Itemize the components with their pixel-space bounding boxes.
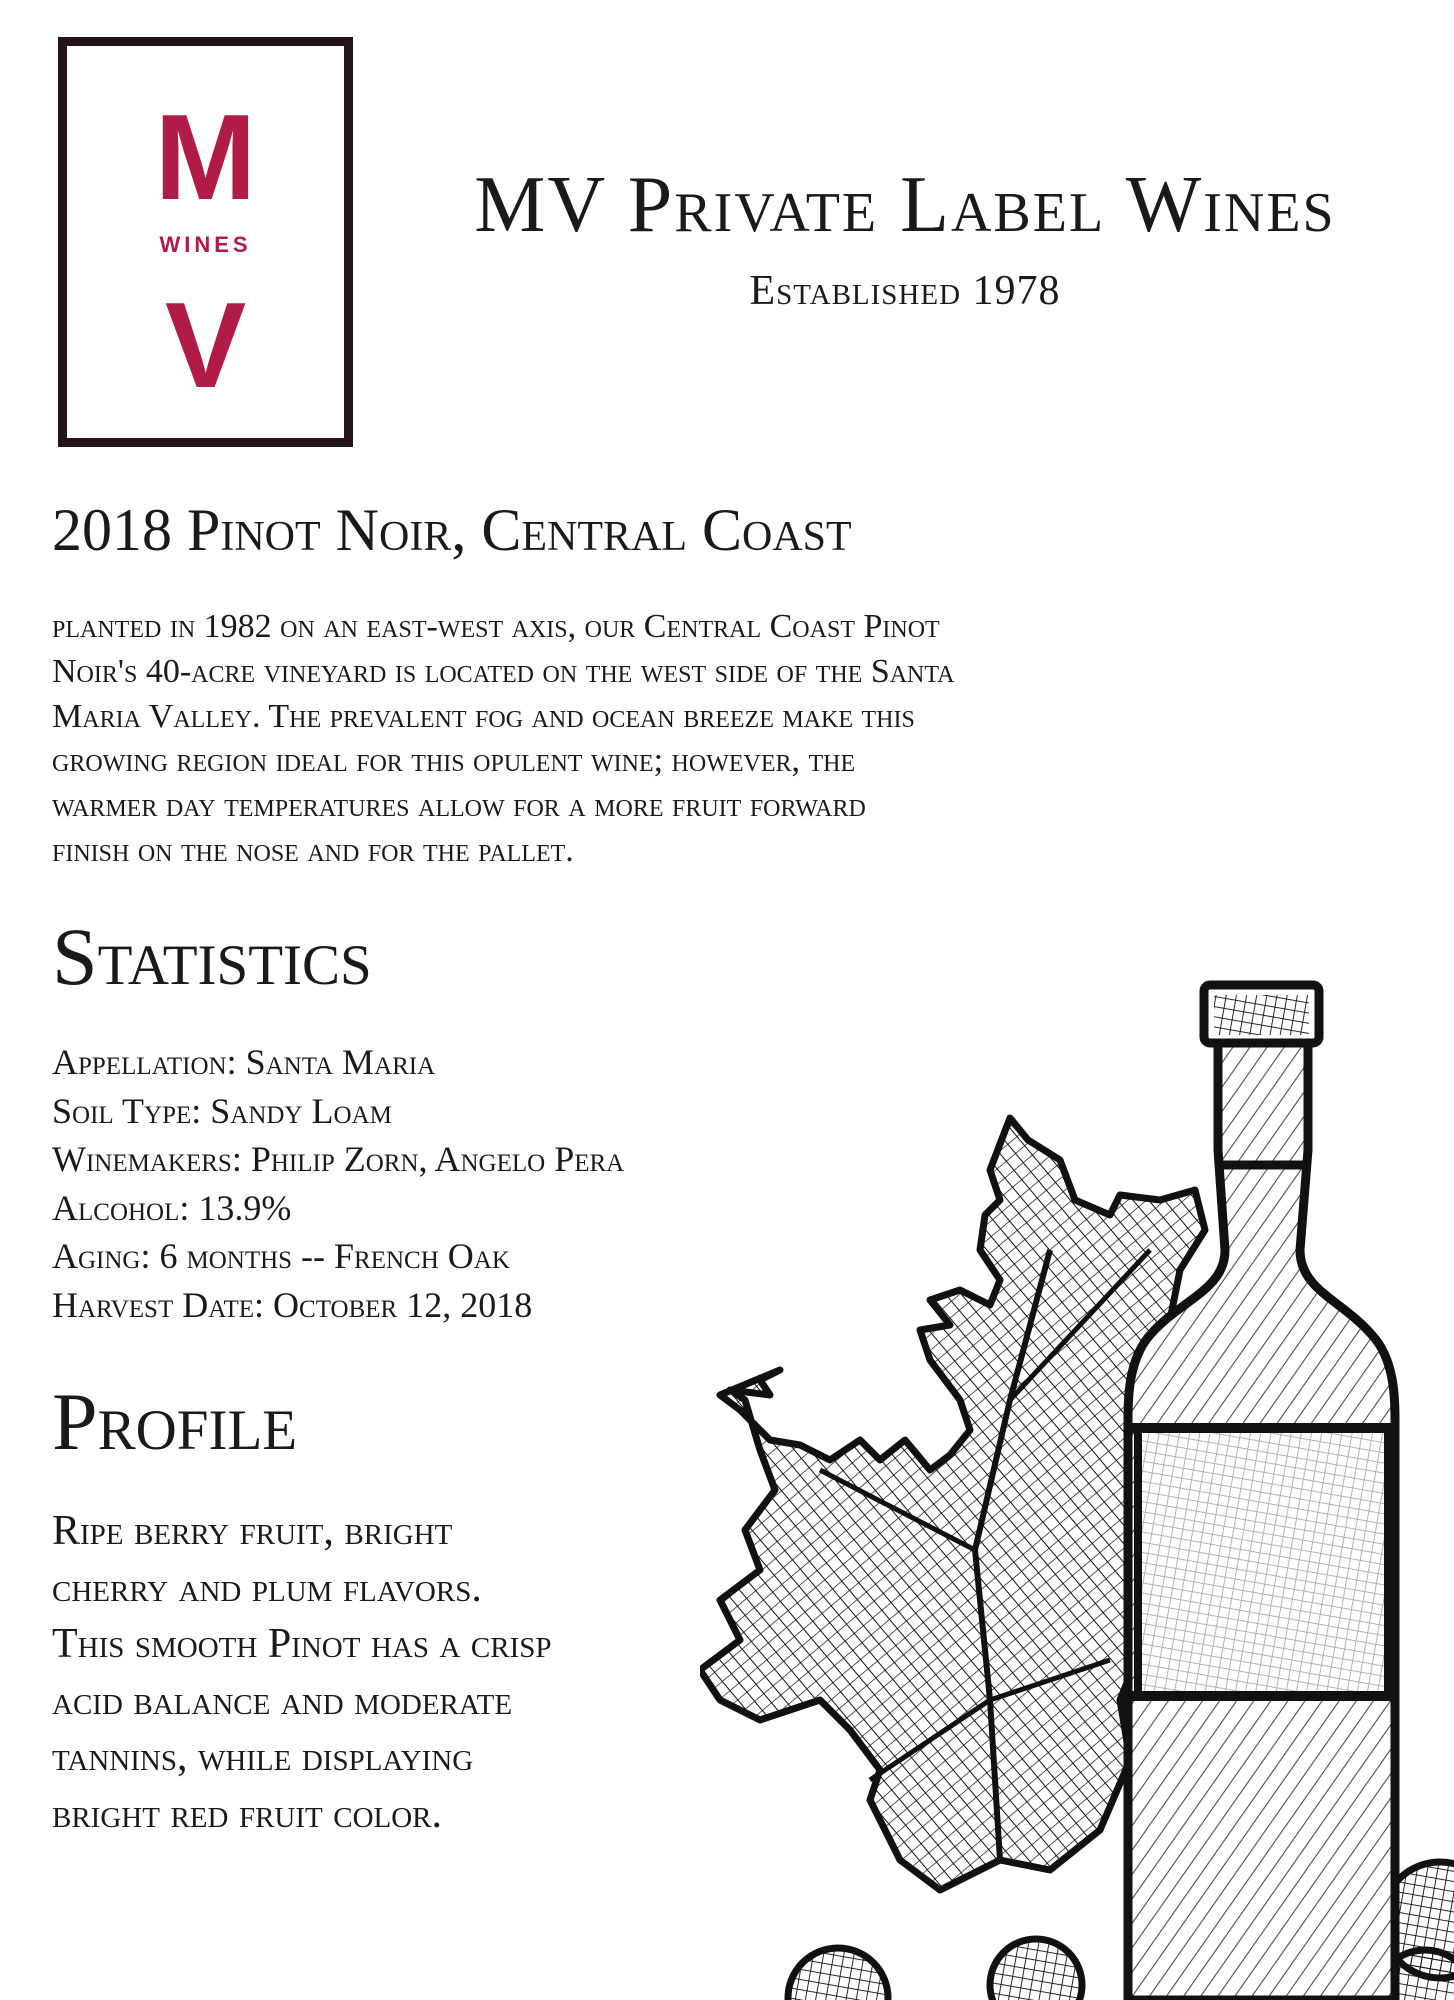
profile-line: bright red fruit color. (52, 1790, 443, 1837)
stat-alcohol: Alcohol: 13.9% (52, 1187, 292, 1228)
description-line: Maria Valley. The prevalent fog and ocean breeze make this (52, 697, 915, 735)
profile-heading: Profile (52, 1376, 298, 1467)
wine-bottle-icon (1128, 985, 1395, 2000)
brand-logo (58, 37, 353, 447)
profile-line: This smooth Pinot has a crisp (52, 1621, 552, 1667)
brand-title: MV Private Label Wines (474, 161, 1336, 249)
wine-illustration (700, 960, 1454, 2000)
stat-appellation: Appellation: Santa Maria (52, 1042, 436, 1082)
logo-letter-v: V (164, 277, 247, 413)
wine-title: 2018 Pinot Noir, Central Coast (52, 497, 852, 563)
logo-letter-m: M (154, 89, 257, 225)
description-line: finish on the nose and for the pallet. (52, 831, 574, 869)
statistics-heading: Statistics (52, 911, 372, 1002)
description-line: Noir's 40-acre vineyard is located on the west side of the Santa (52, 652, 955, 690)
stat-harvest-date: Harvest Date: October 12, 2018 (52, 1284, 533, 1325)
profile-text (52, 1503, 552, 1842)
description-line: growing region ideal for this opulent wine; however, the (52, 742, 856, 780)
stat-winemakers: Winemakers: Philip Zorn, Angelo Pera (52, 1139, 625, 1179)
stat-aging: Aging: 6 months -- French Oak (52, 1236, 510, 1276)
profile-line: tannins, while displaying (52, 1734, 474, 1780)
profile-line: acid balance and moderate (52, 1677, 513, 1724)
profile-line: cherry and plum flavors. (52, 1564, 482, 1611)
logo-wines-text: WINES (159, 232, 252, 257)
wine-description (52, 605, 1192, 874)
brand-subtitle: Established 1978 (749, 268, 1061, 314)
profile-line: Ripe berry fruit, bright (52, 1508, 453, 1554)
description-line: planted in 1982 on an east-west axis, our Central Coast Pinot (52, 608, 940, 645)
description-line: warmer day temperatures allow for a more fruit forward (52, 787, 866, 825)
stat-soil-type: Soil Type: Sandy Loam (52, 1090, 392, 1131)
statistics-list (52, 1038, 624, 1329)
